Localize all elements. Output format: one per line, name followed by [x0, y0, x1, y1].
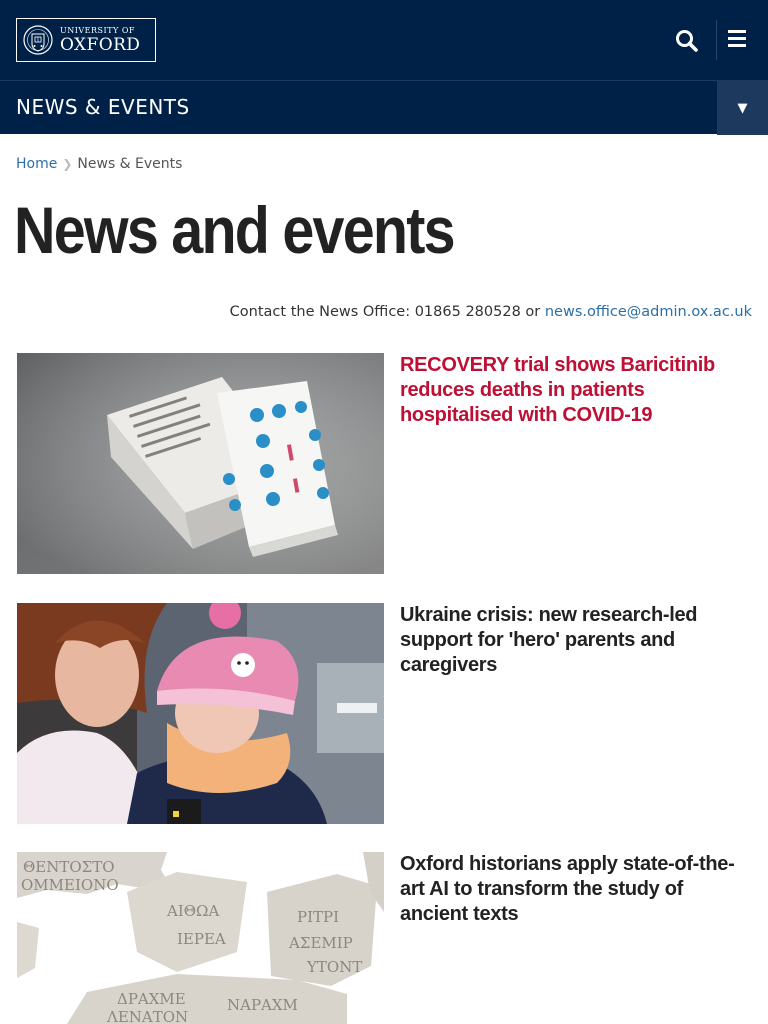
search-icon[interactable] [672, 26, 702, 56]
news-card [17, 852, 752, 1024]
breadcrumb-current: News & Events [77, 156, 183, 172]
caret-down-icon: ▼ [737, 100, 748, 116]
hamburger-menu-icon[interactable] [728, 30, 748, 48]
breadcrumb [16, 156, 182, 172]
svg-text:ΝΑΡΑΧΜ: ΝΑΡΑΧΜ [227, 996, 298, 1014]
section-title[interactable]: NEWS & EVENTS [16, 95, 190, 119]
news-card-title-link[interactable]: Ukraine crisis: new research-led support for 'hero' parents and caregivers [400, 604, 698, 676]
logo-wordmark [60, 27, 140, 54]
svg-text:ΥΤΟΝΤ: ΥΤΟΝΤ [307, 958, 363, 976]
contact-email-link[interactable]: news.office@admin.ox.ac.uk [544, 304, 752, 320]
svg-text:ΑΣΕΜΙΡ: ΑΣΕΜΙΡ [289, 934, 353, 952]
oxford-logo[interactable] [16, 18, 156, 62]
header-divider [716, 20, 717, 60]
svg-text:ΔΡΑΧΜΕ: ΔΡΑΧΜΕ [117, 990, 186, 1008]
svg-text:ΡΙΤΡΙ: ΡΙΤΡΙ [297, 908, 340, 926]
crest-icon [22, 22, 54, 58]
breadcrumb-chevron-icon: ❯ [62, 157, 73, 171]
top-header [0, 0, 768, 80]
contact-text: Contact the News Office: 01865 280528 or [229, 304, 541, 320]
news-card-title-link[interactable]: Oxford historians apply state-of-the-art AI to transform the study of ancient texts [400, 853, 735, 925]
news-card-title-link[interactable]: RECOVERY trial shows Baricitinib reduces deaths in patients hospitalised with COVID-19 [400, 354, 715, 426]
logo-small-text: UNIVERSITY OF [60, 25, 135, 35]
news-card-image[interactable] [17, 603, 384, 824]
section-nav [0, 80, 768, 134]
logo-big-text: OXFORD [60, 34, 141, 55]
breadcrumb-home-link[interactable]: Home [16, 156, 58, 172]
news-card [17, 353, 752, 574]
section-dropdown-toggle[interactable] [717, 81, 768, 135]
svg-text:ΙΕΡΕΑ: ΙΕΡΕΑ [177, 930, 226, 948]
svg-text:ΟΜΜΕΙΟΝΟ: ΟΜΜΕΙΟΝΟ [21, 876, 119, 894]
svg-text:ΛΕΝΑΤΟΝ: ΛΕΝΑΤΟΝ [107, 1008, 189, 1024]
news-card-image[interactable] [17, 353, 384, 574]
svg-text:ΑΙΘΩΑ: ΑΙΘΩΑ [167, 902, 220, 920]
page-title: News and events [14, 193, 454, 267]
news-card [17, 603, 752, 824]
news-office-contact [230, 304, 752, 320]
svg-text:ΘΕΝΤΟΣΤΟ: ΘΕΝΤΟΣΤΟ [23, 858, 115, 876]
news-card-image[interactable] [17, 852, 384, 1024]
